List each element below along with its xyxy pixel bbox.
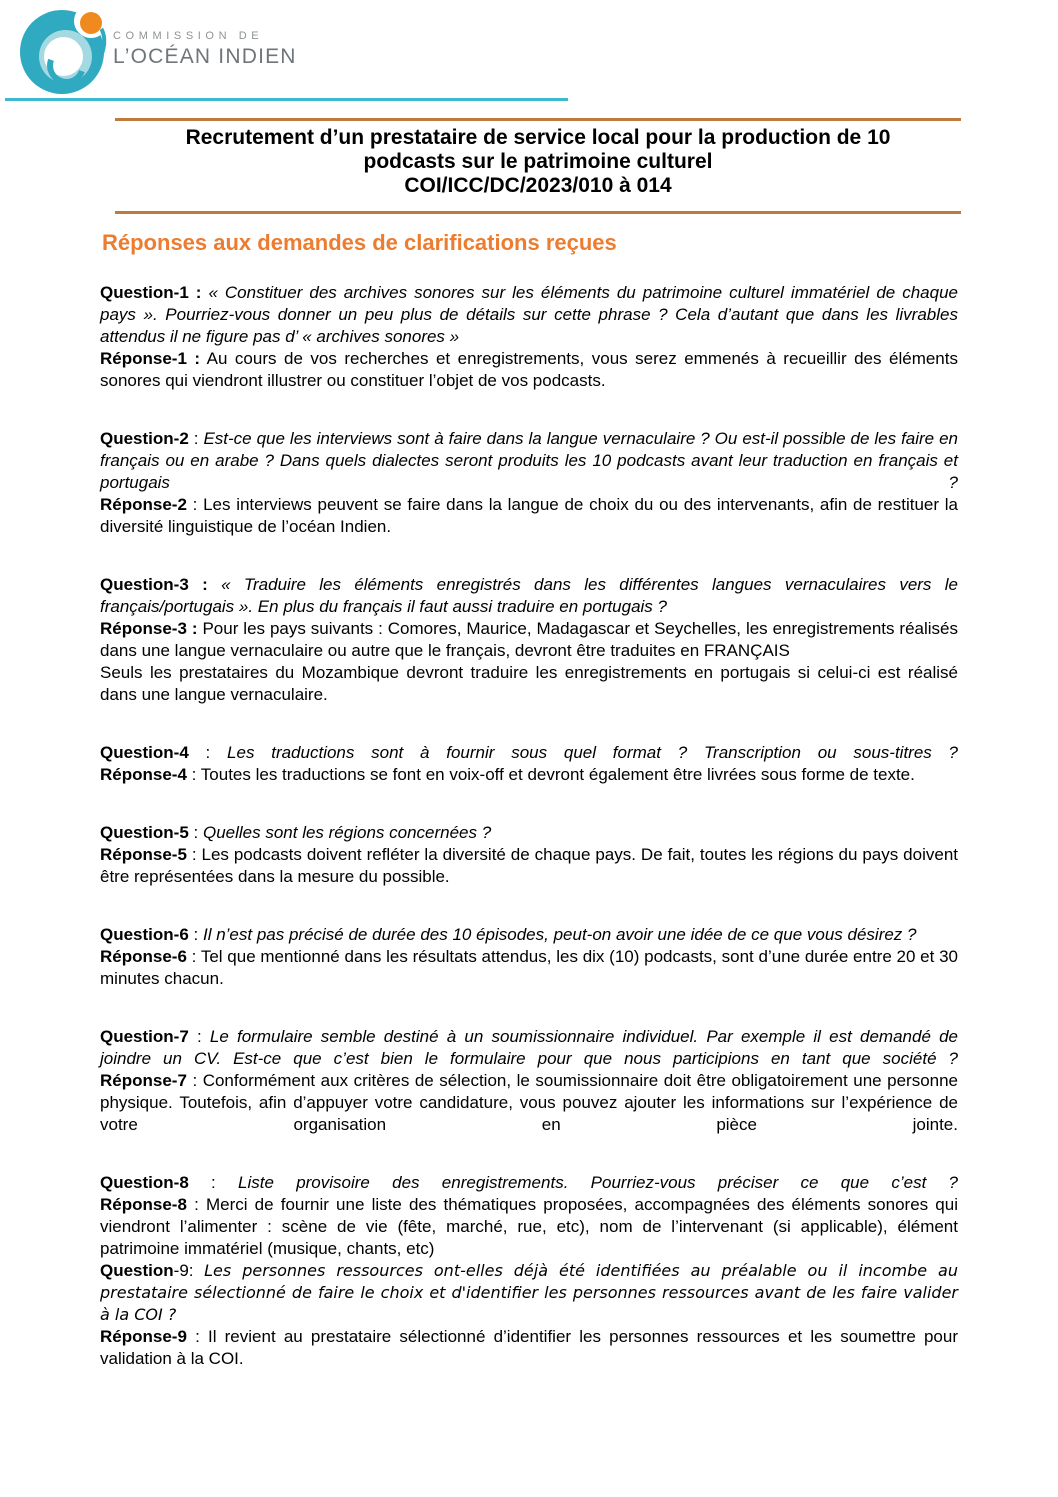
question-6-separator: : — [188, 925, 203, 944]
question-2 — [100, 428, 958, 494]
question-3-text: « Traduire les éléments enregistrés dans les différentes langues vernaculaires vers le français/portugais ». En plus du français il faut aussi traduire en portugais ? — [100, 575, 958, 616]
question-2-label: Question-2 — [100, 429, 189, 448]
qa-block-9 — [100, 1260, 958, 1370]
response-5-separator: : — [186, 845, 202, 864]
document-title-line1: Recrutement d’un prestataire de service local pour la production de 10 — [185, 126, 891, 149]
qa-block-4 — [100, 742, 958, 786]
document-title-block — [115, 118, 961, 214]
response-8 — [100, 1194, 958, 1260]
response-8-separator: : — [186, 1195, 206, 1214]
orange-divider-top — [115, 118, 961, 121]
question-5 — [100, 822, 958, 844]
question-3 — [100, 574, 958, 618]
response-8-text: Merci de fournir une liste des thématiques proposées, accompagnées des éléments sonores qui viendront l’alimenter : scène de vie (fête, marché, rue, etc), nom de l’intervenant (si applicable), élément patrimoine immatériel (musique, chants, etc) — [100, 1195, 958, 1258]
response-3 — [100, 618, 958, 662]
teal-divider — [5, 98, 568, 101]
response-5-text: Les podcasts doivent refléter la diversité de chaque pays. De fait, toutes les régions du pays doivent être représentées dans la mesure du possible. — [100, 845, 958, 886]
question-8-text: Liste provisoire des enregistrements. Pourriez-vous préciser ce que c’est ? — [238, 1173, 958, 1192]
qa-block-6 — [100, 924, 958, 990]
response-6 — [100, 946, 958, 990]
response-2-label: Réponse-2 — [100, 495, 187, 514]
document-reference-number: COI/ICC/DC/2023/010 à 014 — [404, 174, 672, 197]
question-9 — [100, 1260, 958, 1326]
question-3-separator — [208, 575, 221, 594]
response-6-text: Tel que mentionné dans les résultats attendus, les dix (10) podcasts, sont d’une durée entre 20 et 30 minutes chacun. — [100, 947, 958, 988]
response-7-label: Réponse-7 — [100, 1071, 187, 1090]
question-5-label: Question-5 — [100, 823, 189, 842]
question-7 — [100, 1026, 958, 1070]
question-9-separator: -9: — [173, 1261, 205, 1280]
question-7-text: Le formulaire semble destiné à un soumissionnaire individuel. Par exemple il est demandé de joindre un CV. Est-ce que c’est bien le formulaire pour que nous participions en tant que société ? — [100, 1027, 958, 1068]
logo-org-name-top: COMMISSION DE — [113, 30, 264, 42]
qa-block-2 — [100, 428, 958, 538]
question-9-label: Question — [100, 1261, 174, 1280]
response-4-text: Toutes les traductions se font en voix-off et devront également être livrées sous forme de texte. — [200, 765, 915, 784]
question-9-text: Les personnes ressources ont-elles déjà été identifiées au préalable ou il incombe au prestataire sélectionné de faire le choix et d'identifier les personnes ressources avant de les faire valider à la COI ? — [100, 1261, 958, 1324]
response-2-separator: : — [186, 495, 204, 514]
response-2 — [100, 494, 958, 538]
response-7 — [100, 1070, 958, 1136]
question-5-separator: : — [188, 823, 203, 842]
question-1 — [100, 282, 958, 348]
response-2-text: Les interviews peuvent se faire dans la langue de choix du ou des intervenants, afin de restituer la diversité linguistique de l’océan Indien. — [100, 495, 958, 536]
question-5-text: Quelles sont les régions concernées ? — [202, 823, 492, 842]
question-6 — [100, 924, 958, 946]
response-8-label: Réponse-8 — [100, 1195, 187, 1214]
response-3-continued: Seuls les prestataires du Mozambique devront traduire les enregistrements en portugais si celui-ci est réalisé dans une langue vernaculaire. — [100, 663, 958, 704]
response-7-text: Conformément aux critères de sélection, le soumissionnaire doit être obligatoirement une personne physique. Toutefois, afin d’appuyer votre candidature, vous pouvez ajouter les informations sur l’expérience de votre organisation en pièce jointe. — [100, 1071, 959, 1134]
response-6-separator: : — [186, 947, 201, 966]
response-4 — [100, 764, 958, 786]
question-4-separator: : — [188, 743, 228, 762]
response-1 — [100, 348, 958, 392]
question-3-label: Question-3 : — [100, 575, 208, 594]
question-8-label: Question-8 — [100, 1173, 189, 1192]
qa-content — [100, 282, 958, 1370]
question-1-label: Question-1 : — [100, 283, 202, 302]
response-1-text: Au cours de vos recherches et enregistrements, vous serez emmenés à recueillir des éléments sonores qui viendront illustrer ou constituer l’objet de vos podcasts. — [100, 349, 958, 390]
response-4-label: Réponse-4 — [100, 765, 187, 784]
question-6-text: Il n’est pas précisé de durée des 10 épisodes, peut-on avoir une idée de ce que vous désirez ? — [202, 925, 917, 944]
question-4-text: Les traductions sont à fournir sous quel format ? Transcription ou sous-titres ? — [227, 743, 958, 762]
response-7-separator: : — [186, 1071, 203, 1090]
qa-block-1 — [100, 282, 958, 392]
question-2-text: Est-ce que les interviews sont à faire dans la langue vernaculaire ? Ou est-il possible de les faire en français ou en arabe ? Dans quels dialectes seront produits les 10 podcasts avant leur traduction en français et portugais ? — [100, 429, 959, 492]
document-title-line2: podcasts sur le patrimoine culturel — [363, 150, 713, 173]
response-3-text: Pour les pays suivants : Comores, Maurice, Madagascar et Seychelles, les enregistrements réalisés dans une langue vernaculaire ou autre que le français, devront être traduites en FRANÇAIS — [100, 619, 959, 660]
response-4-separator: : — [186, 765, 201, 784]
qa-block-8 — [100, 1172, 958, 1260]
question-7-separator: : — [188, 1027, 210, 1046]
response-5 — [100, 844, 958, 888]
question-2-separator: : — [188, 429, 204, 448]
qa-block-5 — [100, 822, 958, 888]
question-4 — [100, 742, 958, 764]
response-9 — [100, 1326, 958, 1370]
question-1-text: « Constituer des archives sonores sur les éléments du patrimoine culturel immatériel de chaque pays ». Pourriez-vous donner un peu plus de détails sur cette phrase ? Cela d’autant que dans les livrables attendus il ne figure pas d’ « archives sonores » — [100, 283, 958, 346]
response-9-text: Il revient au prestataire sélectionné d’identifier les personnes ressources et les soumettre pour validation à la COI. — [100, 1327, 958, 1368]
question-6-label: Question-6 — [100, 925, 189, 944]
response-6-label: Réponse-6 — [100, 947, 187, 966]
qa-block-7 — [100, 1026, 958, 1136]
coi-logo — [20, 8, 320, 98]
section-heading: Réponses aux demandes de clarifications reçues — [102, 230, 617, 255]
qa-block-3 — [100, 574, 958, 706]
orange-divider-bottom — [115, 211, 961, 214]
response-3-label: Réponse-3 : — [100, 619, 198, 638]
logo-org-name-bottom: L’OCÉAN INDIEN — [113, 45, 297, 68]
response-9-separator: : — [186, 1327, 208, 1346]
response-5-label: Réponse-5 — [100, 845, 187, 864]
response-1-label: Réponse-1 : — [100, 349, 201, 368]
question-7-label: Question-7 — [100, 1027, 189, 1046]
response-9-label: Réponse-9 — [100, 1327, 187, 1346]
question-8-separator: : — [188, 1173, 239, 1192]
logo-wordmark — [113, 30, 297, 69]
question-4-label: Question-4 — [100, 743, 189, 762]
logo-orange-dot-icon — [80, 12, 102, 34]
question-8 — [100, 1172, 958, 1194]
